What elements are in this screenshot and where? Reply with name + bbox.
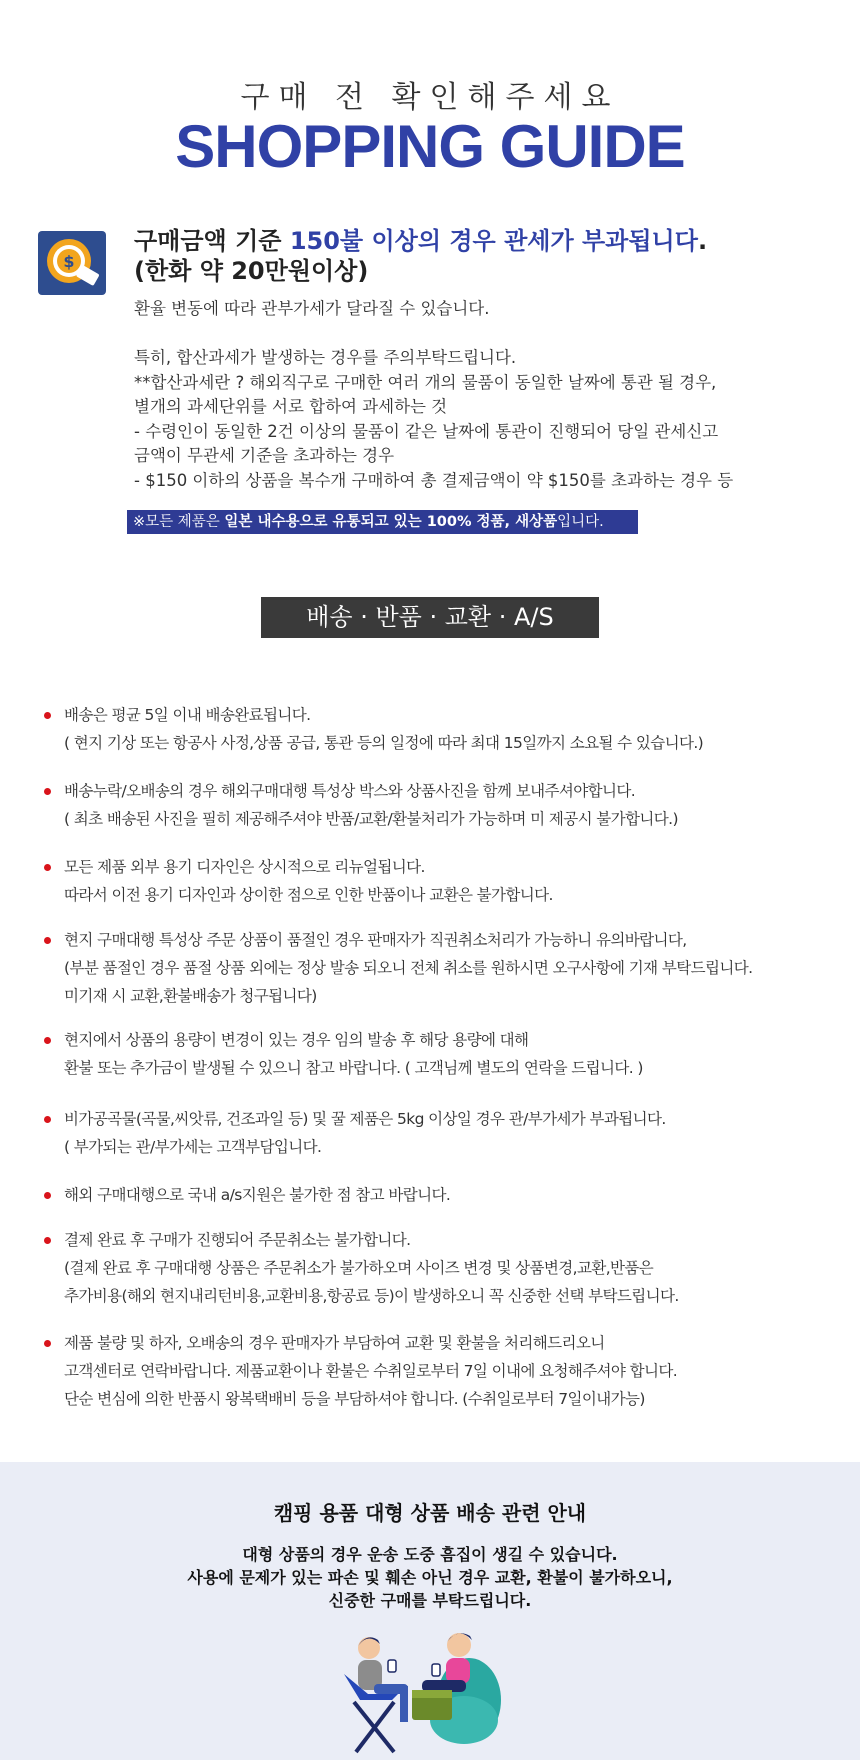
genuine-notice <box>127 510 638 534</box>
tax-line: 별개의 과세단위를 서로 합하여 과세하는 것 <box>134 397 448 416</box>
bullet-dot <box>44 1340 51 1347</box>
list-item <box>44 1226 834 1310</box>
svg-text:$: $ <box>63 252 75 271</box>
camping-title: 캠핑 용품 대형 상품 배송 관련 안내 <box>273 1501 587 1525</box>
tax-heading-krw: (한화 약 20만원이상) <box>134 257 369 285</box>
list-item-line: (부분 품절인 경우 품절 상품 외에는 정상 발송 되오니 전체 취소를 원하시면 오구사항에 기재 부탁드립니다. <box>64 959 753 977</box>
list-item-line: 비가공곡물(곡물,씨앗류, 건조과일 등) 및 꿀 제품은 5kg 이상일 경우 관/부가세가 부과됩니다. <box>64 1110 666 1128</box>
list-item <box>44 926 834 1010</box>
tax-line: - $150 이하의 상품을 복수개 구매하여 총 결제금액이 약 $150를 초과하는 경우 등 <box>134 470 734 490</box>
tax-line: 환율 변동에 따라 관부가세가 달라질 수 있습니다. <box>134 299 490 318</box>
list-item <box>44 1026 834 1082</box>
camping-line: 대형 상품의 경우 운송 도중 흠집이 생길 수 있습니다. <box>242 1545 618 1564</box>
page-title: SHOPPING GUIDE <box>175 113 685 180</box>
list-item-line: 배송은 평균 5일 이내 배송완료됩니다. <box>64 706 311 724</box>
tax-line <box>134 322 733 347</box>
notice-prefix: ※모든 제품은 <box>133 514 225 530</box>
bullet-dot <box>44 864 51 871</box>
list-item-line: 제품 불량 및 하자, 오배송의 경우 판매자가 부담하여 교환 및 환불을 처리해드리오니 <box>64 1334 605 1352</box>
list-item-line: 단순 변심에 의한 반품시 왕복택배비 등을 부담하셔야 합니다. (수취일로부터 7일이내가능) <box>64 1390 645 1408</box>
tax-heading <box>134 226 707 286</box>
bullet-dot <box>44 788 51 795</box>
bullet-dot <box>44 1116 51 1123</box>
list-item-line: 결제 완료 후 구매가 진행되어 주문취소는 불가합니다. <box>64 1231 411 1249</box>
dollar-coin-icon <box>38 231 106 295</box>
section-title: 배송 · 반품 · 교환 · A/S <box>261 597 599 638</box>
bullet-dot <box>44 1037 51 1044</box>
bullet-dot <box>44 1192 51 1199</box>
list-item-line: 모든 제품 외부 용기 디자인은 상시적으로 리뉴얼됩니다. <box>64 858 425 876</box>
camping-people-illustration <box>334 1620 524 1760</box>
tax-line: 특히, 합산과세가 발생하는 경우를 주의부탁드립니다. <box>134 348 517 367</box>
bullet-dot <box>44 1237 51 1244</box>
list-item-line: ( 부가되는 관/부가세는 고객부담입니다. <box>64 1138 322 1156</box>
list-item-line: ( 현지 기상 또는 항공사 사정,상품 공급, 통관 등의 일정에 따라 최대 15일까지 소요될 수 있습니다.) <box>64 734 704 752</box>
list-item-line: 고객센터로 연락바랍니다. 제품교환이나 환불은 수취일로부터 7일 이내에 요청해주셔야 합니다. <box>64 1362 678 1380</box>
list-item <box>44 1105 834 1161</box>
list-item-line: 따라서 이전 용기 디자인과 상이한 점으로 인한 반품이나 교환은 불가합니다. <box>64 886 553 904</box>
camping-text <box>0 1543 860 1612</box>
notice-suffix: 입니다. <box>557 514 604 530</box>
tax-heading-highlight: 150불 이상의 경우 관세가 부과됩니다 <box>289 227 698 255</box>
list-item <box>44 853 834 909</box>
guide-subtitle: 구매 전 확인해주세요 <box>240 80 620 115</box>
list-item-line: 현지 구매대행 특성상 주문 상품이 품절인 경우 판매자가 직권취소처리가 가능하니 유의바랍니다, <box>64 931 687 949</box>
tax-heading-period: . <box>697 227 708 255</box>
tax-details <box>134 297 733 493</box>
bullet-dot <box>44 937 51 944</box>
list-item <box>44 701 834 757</box>
notice-bold: 일본 내수용으로 유통되고 있는 100% 정품, 새상품 <box>224 514 558 530</box>
list-item-line: 현지에서 상품의 용량이 변경이 있는 경우 임의 발송 후 해당 용량에 대해 <box>64 1031 529 1049</box>
camping-line: 사용에 문제가 있는 파손 및 훼손 아닌 경우 교환, 환불이 불가하오니, <box>187 1568 673 1587</box>
list-item-line: 환불 또는 추가금이 발생될 수 있으니 참고 바랍니다. ( 고객님께 별도의 연락을 드립니다. ) <box>64 1059 643 1077</box>
list-item <box>44 777 834 833</box>
list-item-line: 미기재 시 교환,환불배송가 청구됩니다) <box>64 987 317 1005</box>
list-item <box>44 1181 834 1209</box>
list-item-line: ( 최초 배송된 사진을 필히 제공해주셔야 반품/교환/환불처리가 가능하며 미 제공시 불가합니다.) <box>64 810 678 828</box>
list-item-line: (결제 완료 후 구매대행 상품은 주문취소가 불가하오며 사이즈 변경 및 상품변경,교환,반품은 <box>64 1259 654 1277</box>
camping-line: 신중한 구매를 부탁드립니다. <box>328 1591 532 1610</box>
tax-heading-text: 구매금액 기준 <box>134 227 290 255</box>
list-item <box>44 1329 834 1413</box>
tax-line: 금액이 무관세 기준을 초과하는 경우 <box>134 446 395 465</box>
bullet-dot <box>44 712 51 719</box>
tax-line: - 수령인이 동일한 2건 이상의 물품이 같은 날짜에 통관이 진행되어 당일 관세신고 <box>134 421 719 441</box>
list-item-line: 추가비용(해외 현지내리턴비용,교환비용,항공료 등)이 발생하오니 꼭 신중한 선택 부탁드립니다. <box>64 1287 679 1305</box>
list-item-line: 배송누락/오배송의 경우 해외구매대행 특성상 박스와 상품사진을 함께 보내주셔야합니다. <box>64 782 636 800</box>
list-item-line: 해외 구매대행으로 국내 a/s지원은 불가한 점 참고 바랍니다. <box>64 1186 451 1204</box>
tax-line: **합산과세란 ? 해외직구로 구매한 여러 개의 물품이 동일한 날짜에 통관 될 경우, <box>134 372 717 392</box>
